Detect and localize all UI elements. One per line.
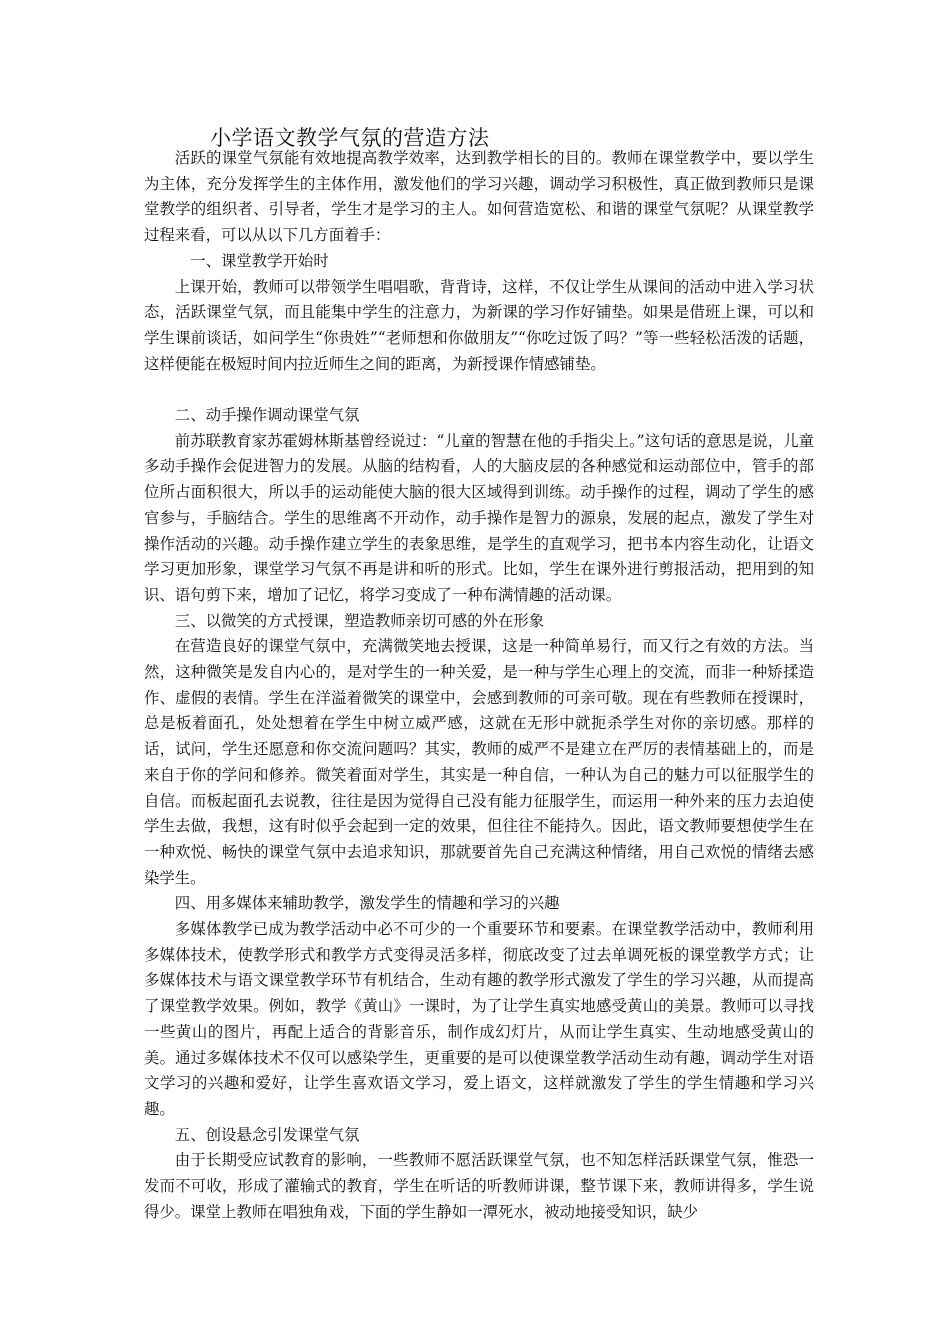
document-title: 小学语文教学气氛的营造方法 [210,126,490,150]
section-2-paragraph: 前苏联教育家苏霍姆林斯基曾经说过：“儿童的智慧在他的手指尖上。”这句话的意思是说，儿童多动手操作会促进智力的发展。从脑的结构看，人的大脑皮层的各种感觉和运动部位中，管手的部位所占面积很大，所以手的运动能使大脑的很大区域得到训练。动手操作的过程，调动了学生的感官参与，手脑结合。学生的思维离不开动作，动手操作是智力的源泉，发展的起点，激发了学生对操作活动的兴趣。动手操作建立学生的表象思维，是学生的直观学习，把书本内容生动化，让语文学习更加形象，课堂学习气氛不再是讲和听的形式。比如，学生在课外进行剪报活动，把用到的知识、语句剪下来，增加了记忆，将学习变成了一种布满情趣的活动课。 [144,431,814,604]
section-2-heading: 二、动手操作调动课堂气氛 [174,406,360,425]
section-1-paragraph: 上课开始，教师可以带领学生唱唱歌，背背诗，这样，不仅让学生从课间的活动中进入学习状态，活跃课堂气氛，而且能集中学生的注意力，为新课的学习作好铺垫。如果是借班上课，可以和学生课前谈话，如问学生“你贵姓”“老师想和你做朋友”“你吃过饭了吗？”等一些轻松活泼的话题，这样便能在极短时间内拉近师生之间的距离，为新授课作情感铺垫。 [144,277,814,373]
intro-paragraph: 活跃的课堂气氛能有效地提高教学效率，达到教学相长的目的。教师在课堂教学中，要以学生为主体，充分发挥学生的主体作用，激发他们的学习兴趣，调动学习积极性，真正做到教师只是课堂教学的组织者、引导者，学生才是学习的主人。如何营造宽松、和谐的课堂气氛呢？从课堂教学过程来看，可以从以下几方面着手： [144,149,814,245]
section-5-paragraph: 由于长期受应试教育的影响，一些教师不愿活跃课堂气氛，也不知怎样活跃课堂气氛，惟恐一发而不可收，形成了灌输式的教育，学生在听话的听教师讲课，整节课下来，教师讲得多，学生说得少。课堂上教师在唱独角戏，下面的学生静如一潭死水，被动地接受知识，缺少 [144,1151,814,1221]
section-5-heading: 五、创设悬念引发课堂气氛 [174,1125,360,1144]
section-4-heading: 四、用多媒体来辅助教学，激发学生的情趣和学习的兴趣 [174,894,560,913]
section-3-paragraph: 在营造良好的课堂气氛中，充满微笑地去授课，这是一种简单易行，而又行之有效的方法。当然，这种微笑是发自内心的，是对学生的一种关爱，是一种与学生心理上的交流，而非一种矫揉造作、虚假的表情。学生在洋溢着微笑的课堂中，会感到教师的可亲可敬。现在有些教师在授课时，总是板着面孔，处处想着在学生中树立威严感，这就在无形中就扼杀学生对你的亲切感。那样的话，试问，学生还愿意和你交流问题吗？其实，教师的威严不是建立在严厉的表情基础上的，而是来自于你的学问和修养。微笑着面对学生，其实是一种自信，一种认为自己的魅力可以征服学生的自信。而板起面孔去说教，往往是因为觉得自己没有能力征服学生，而运用一种外来的压力去迫使学生去做，我想，这有时似乎会起到一定的效果，但往往不能持久。因此，语文教师要想使学生在一种欢悦、畅快的课堂气氛中去追求知识，那就要首先自己充满这种情绪，用自己欢悦的情绪去感染学生。 [144,637,814,887]
section-4-paragraph: 多媒体教学已成为教学活动中必不可少的一个重要环节和要素。在课堂教学活动中，教师利用多媒体技术，使教学形式和教学方式变得灵活多样，彻底改变了过去单调死板的课堂教学方式；让多媒体技术与语文课堂教学环节有机结合，生动有趣的教学形式激发了学生的学习兴趣，从而提高了课堂教学效果。例如，教学《黄山》一课时，为了让学生真实地感受黄山的美景。教师可以寻找一些黄山的图片，再配上适合的背影音乐，制作成幻灯片，从而让学生真实、生动地感受黄山的美。通过多媒体技术不仅可以感染学生，更重要的是可以使课堂教学活动生动有趣，调动学生对语文学习的兴趣和爱好，让学生喜欢语文学习，爱上语文，这样就激发了学生的学生情趣和学习兴趣。 [144,920,814,1118]
blank-line [144,377,814,403]
document-body [144,146,814,1226]
section-1-heading: 一、课堂教学开始时 [190,251,329,270]
section-3-heading: 三、以微笑的方式授课，塑造教师亲切可感的外在形象 [174,611,545,630]
